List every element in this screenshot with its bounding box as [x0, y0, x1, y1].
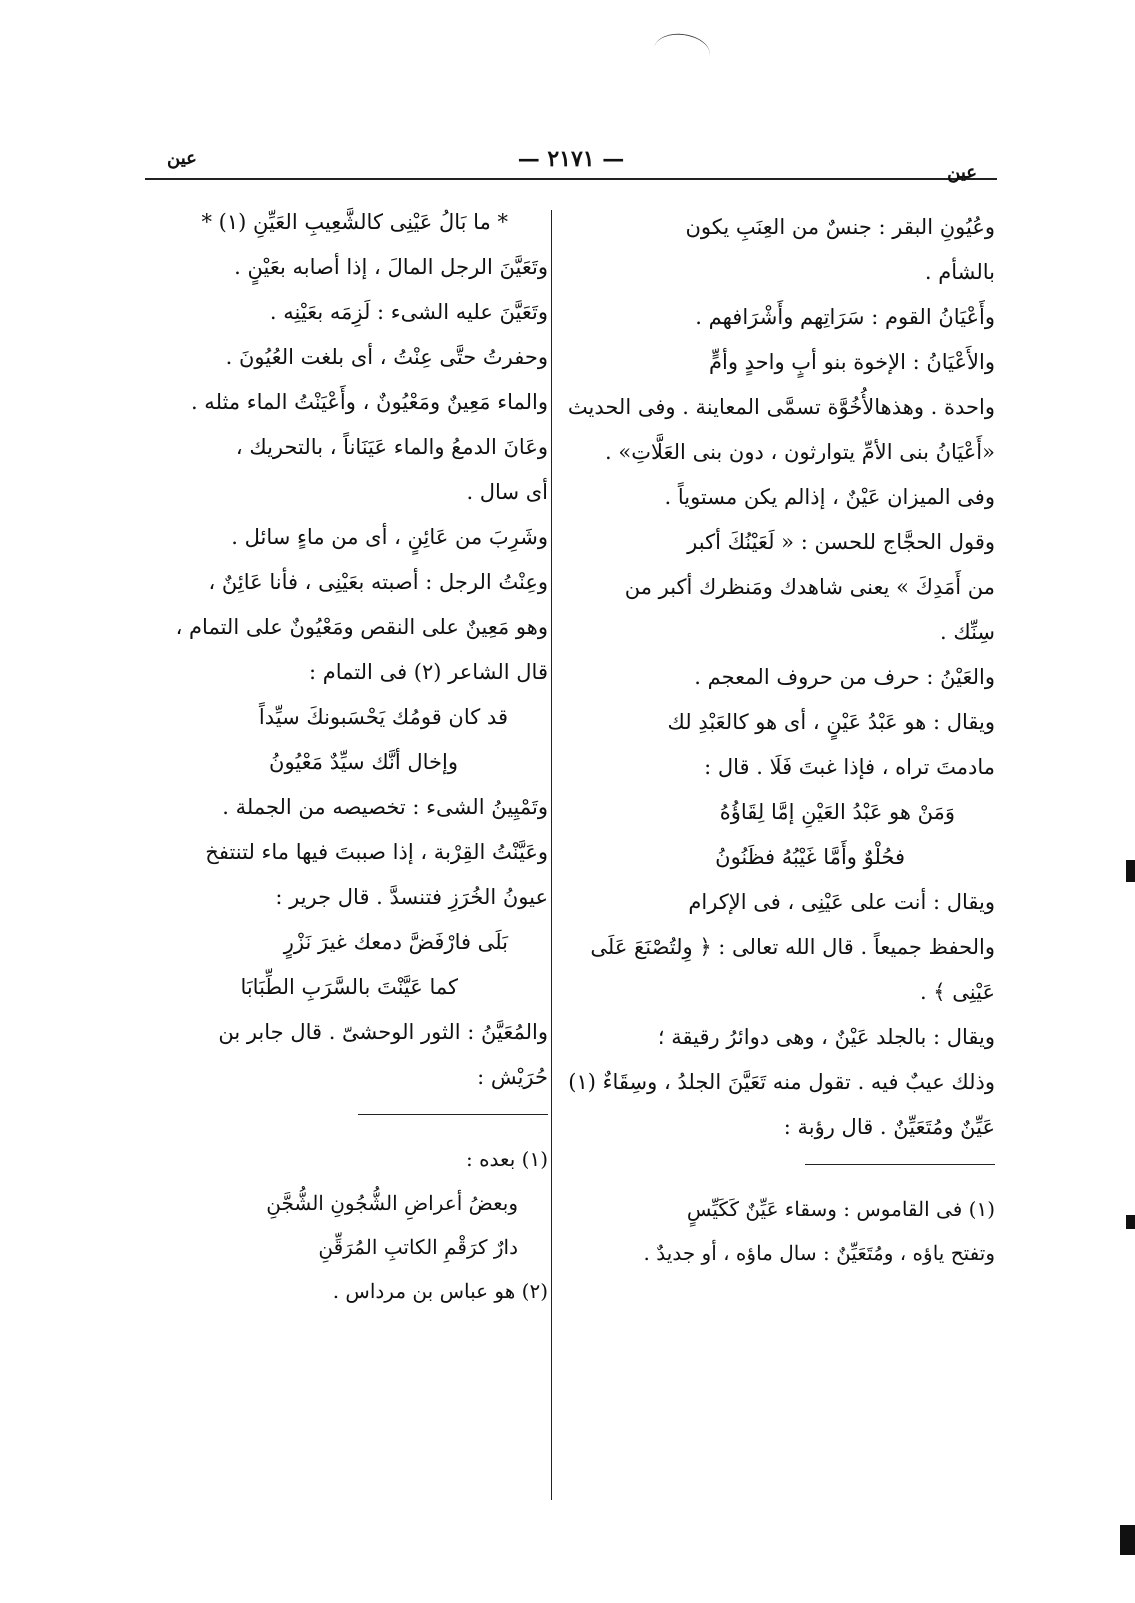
- text-line: وعِنْتُ الرجل : أصبته بعَيْنِى ، فأنا عَائِنٌ ،: [208, 570, 548, 594]
- text-line: بالشأم .: [924, 260, 995, 284]
- scan-edge-mark: [1126, 1215, 1135, 1229]
- verse-line: فحُلْوٌ وأَمَّا غَيْبُهُ فظَنُونُ: [715, 845, 905, 869]
- text-line: وشَرِبَ من عَائِنٍ ، أى من ماءٍ سائل .: [231, 525, 548, 549]
- scan-edge-mark: [1120, 1525, 1135, 1555]
- text-line: والماء مَعِينٌ ومَعْيُونٌ ، وأَعْيَنْتُ الماء مثله .: [190, 390, 548, 414]
- text-line: مادمتَ تراه ، فإذا غبتَ فَلَا . قال :: [704, 755, 995, 779]
- text-line: وتَعَيَّنَ عليه الشىء : لَزِمَه بعَيْنِه .: [269, 300, 548, 324]
- text-line: وذلك عيبٌ فيه . تقول منه تَعَيَّنَ الجلدُ ، وسِقَاءٌ (١): [568, 1070, 995, 1094]
- footnote-rule: [805, 1164, 995, 1165]
- text-line: والمُعَيَّنُ : الثور الوحشىّ . قال جابر بن: [218, 1020, 548, 1044]
- text-line: والحفظ جميعاً . قال الله تعالى : ﴿ وِلتُصْنَعَ عَلَى: [590, 935, 995, 959]
- text-line: حُرَيْش :: [477, 1065, 548, 1089]
- text-line: عَيِّنٌ ومُتَعَيِّنٌ . قال رؤبة :: [783, 1115, 995, 1139]
- text-line: وعَانَ الدمعُ والماء عَيَنَاناً ، بالتحريك ،: [235, 435, 548, 459]
- header-word-left: عين: [167, 148, 197, 169]
- verse-line: قد كان قومُك يَحْسَبونكَ سيِّداً: [258, 705, 508, 729]
- right-column: [567, 205, 995, 1275]
- text-line: وفى الميزان عَيْنٌ ، إذالم يكن مستوياً .: [664, 485, 995, 509]
- verse-line: وإخال أنَّك سيِّدٌ مَعْيُونُ: [269, 750, 458, 774]
- footnote-verse-line: دارٌ كرَقْمِ الكاتبِ المُرَقِّنِ: [318, 1235, 518, 1259]
- text-line: وتَعَيَّنَ الرجل المالَ ، إذا أصابه بعَيْنٍ .: [234, 255, 548, 279]
- text-line: عيونُ الخُرَزِ فتنسدَّ . قال جرير :: [275, 885, 548, 909]
- footnote-line: (١) بعده :: [465, 1147, 548, 1171]
- footnote-line: وتفتح ياؤه ، ومُتَعَيِّنٌ : سال ماؤه ، أو جديدٌ .: [643, 1241, 995, 1265]
- verse-line: كما عَيَّنْتَ بالسَّرَبِ الطِّبَابَا: [240, 975, 458, 999]
- text-line: عَيْنِى ﴾ .: [919, 980, 995, 1004]
- verse-line: * ما بَالُ عَيْنِى كالشَّعِيبِ العَيِّنِ (١) *: [201, 210, 508, 234]
- text-line: وتَمْيِينُ الشىء : تخصيصه من الجملة .: [222, 795, 548, 819]
- text-line: واحدة . وهذهالأُخُوَّة تسمَّى المعاينة . وفى الحديث: [567, 395, 995, 419]
- header-word-right: عين: [947, 162, 977, 183]
- footnote-verse-line: وبعضُ أعراضِ الشُّجُونِ الشُّجَّنِ: [266, 1191, 518, 1215]
- text-line: وهو مَعِينٌ على النقص ومَعْيُونٌ على التمام ،: [175, 615, 548, 639]
- text-line: ويقال : بالجلد عَيْنٌ ، وهى دوائرُ رقيقة ؛: [657, 1025, 995, 1049]
- footnote-line: (١) فى القاموس : وسقاء عَيِّنٌ كَكَيِّسٍ: [686, 1197, 995, 1221]
- text-line: ويقال : أنت على عَيْنِى ، فى الإكرام: [688, 890, 995, 914]
- text-line: من أَمَدِكَ » يعنى شاهدك ومَنظرك أكبر من: [624, 575, 995, 599]
- page-header: [145, 140, 997, 183]
- column-divider: [551, 210, 552, 1500]
- text-line: أى سال .: [466, 480, 548, 504]
- footnote-line: (٢) هو عباس بن مرداس .: [332, 1279, 548, 1303]
- page-number: — ٢١٧١ —: [517, 146, 625, 172]
- text-line: وعَيَّنْتُ القِرْبة ، إذا صببتَ فيها ماء لتنتفخ: [205, 840, 548, 864]
- text-line: ويقال : هو عَبْدُ عَيْنٍ ، أى هو كالعَبْدِ لك: [667, 710, 995, 734]
- text-line: وحفرتُ حتَّى عِنْتُ ، أى بلغت العُيُونَ .: [225, 345, 548, 369]
- verse-line: بَلَى فارْفَضَّ دمعك غيرَ نَزْرٍ: [283, 930, 508, 954]
- text-line: وقول الحجَّاج للحسن : « لَعَيْنُكَ أكبر: [687, 530, 995, 554]
- text-line: وأَعْيَانُ القوم : سَرَاتِهم وأَشْرَافهم .: [695, 305, 995, 329]
- text-line: وعُيُونِ البقر : جنسٌ من العِنَبِ يكون: [685, 215, 995, 239]
- verse-line: وَمَنْ هو عَبْدُ العَيْنِ إمَّا لِقَاؤُهُ: [719, 800, 955, 824]
- left-column: [130, 200, 548, 1313]
- text-line: سِنِّك .: [940, 620, 995, 644]
- text-line: قال الشاعر (٢) فى التمام :: [309, 660, 548, 684]
- text-line: والأَعْيَانُ : الإخوة بنو أبٍ واحدٍ وأمٍّ: [708, 350, 995, 374]
- footnotes-left: [130, 1137, 548, 1313]
- footnotes-right: [577, 1187, 995, 1275]
- footnote-rule: [358, 1114, 548, 1115]
- text-line: والعَيْنُ : حرف من حروف المعجم .: [694, 665, 995, 689]
- scan-edge-mark: [1126, 860, 1135, 882]
- text-line: «أَعْيَانُ بنى الأمِّ يتوارثون ، دون بنى العَلَّاتِ» .: [605, 440, 995, 464]
- page-corner-mark: [652, 30, 712, 72]
